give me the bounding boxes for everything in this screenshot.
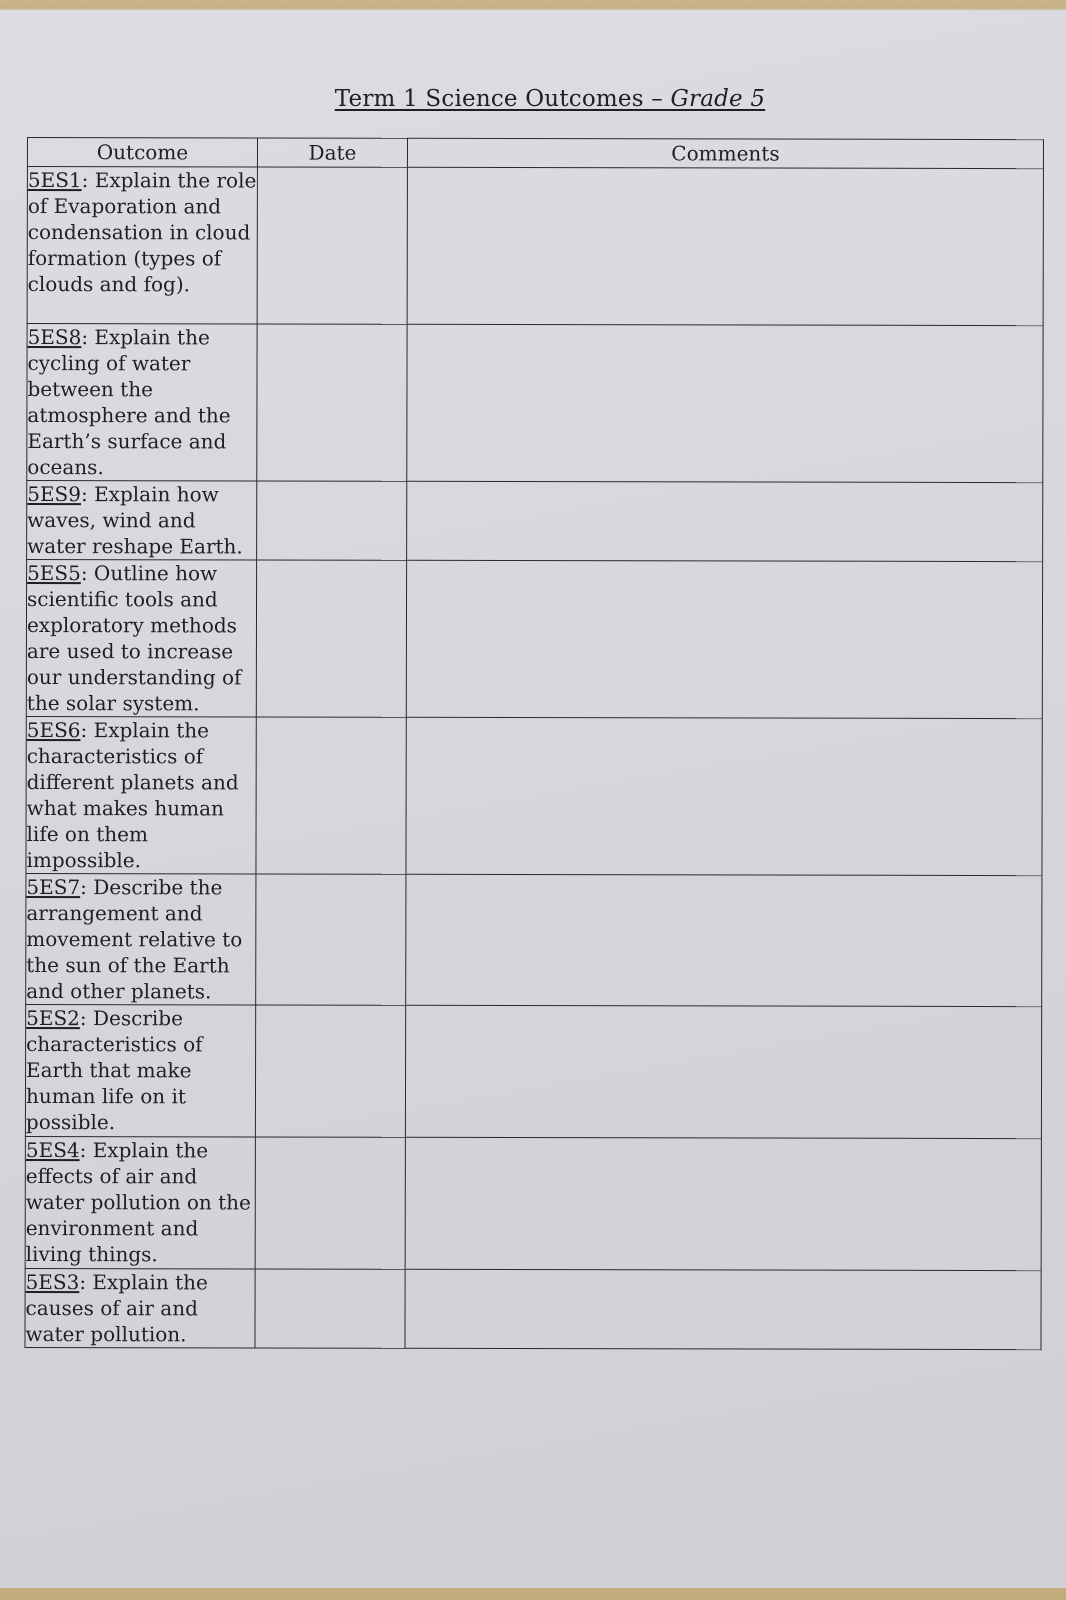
- outcome-text: : Explain the causes of air and water pollution.: [25, 1270, 208, 1347]
- outcome-text: : Outline how scientific tools and exploratory methods are used to increase our understanding of the solar system.: [26, 561, 242, 716]
- outcome-cell: [26, 560, 256, 717]
- outcome-text: : Explain the cycling of water between the atmosphere and the Earth’s surface and oceans.: [27, 325, 231, 480]
- outcome-code: 5ES9: [27, 482, 82, 507]
- outcome-cell: [26, 716, 256, 873]
- comments-cell: [406, 560, 1042, 718]
- outcome-text: : Describe characteristics of Earth that make human life on it possible.: [25, 1006, 203, 1135]
- outcome-cell: [25, 1004, 255, 1136]
- paper-sheet: [0, 10, 1066, 1588]
- table-row: [27, 481, 1043, 562]
- comments-cell: [407, 324, 1043, 482]
- table-row: [26, 716, 1042, 875]
- comments-cell: [407, 481, 1043, 561]
- outcome-cell: [25, 1136, 255, 1268]
- date-cell: [257, 481, 407, 560]
- comments-cell: [405, 1269, 1041, 1349]
- table-row: [27, 167, 1043, 326]
- outcome-cell: [27, 481, 257, 560]
- comments-cell: [406, 874, 1042, 1006]
- date-cell: [255, 1137, 405, 1269]
- outcome-code: 5ES4: [25, 1137, 80, 1163]
- header-comments: Comments: [407, 138, 1043, 168]
- comments-cell: [407, 167, 1043, 325]
- outcome-cell: [27, 167, 257, 324]
- table-row: [27, 324, 1043, 483]
- date-cell: [256, 560, 406, 717]
- date-cell: [255, 1005, 405, 1137]
- desk-surface: [0, 1588, 1066, 1600]
- outcome-code: 5ES1: [27, 168, 82, 193]
- date-cell: [256, 874, 406, 1005]
- table-row: [26, 560, 1042, 719]
- table-row: [25, 1136, 1041, 1270]
- outcome-code: 5ES3: [25, 1269, 80, 1295]
- title-main: Term 1 Science Outcomes –: [334, 86, 671, 112]
- table-row: [25, 1004, 1041, 1138]
- table-row: [26, 873, 1042, 1006]
- outcome-text: : Explain the role of Evaporation and condensation in cloud formation (types of clouds and fog).: [27, 168, 257, 297]
- comments-cell: [405, 1005, 1041, 1138]
- outcome-text: : Explain how waves, wind and water reshape Earth.: [27, 482, 243, 559]
- comments-cell: [405, 1137, 1041, 1270]
- date-cell: [255, 1269, 405, 1348]
- outcome-code: 5ES8: [27, 325, 82, 350]
- outcome-code: 5ES6: [26, 718, 81, 743]
- title-grade: Grade 5: [670, 86, 766, 112]
- header-date: Date: [257, 138, 407, 167]
- table-row: [25, 1268, 1041, 1349]
- outcome-text: : Describe the arrangement and movement relative to the sun of the Earth and other planets.: [26, 875, 243, 1004]
- outcome-cell: [25, 1268, 255, 1347]
- header-outcome: Outcome: [27, 138, 257, 167]
- date-cell: [257, 167, 407, 324]
- outcome-text: : Explain the characteristics of different planets and what makes human life on them impossible.: [26, 718, 239, 873]
- outcome-code: 5ES5: [27, 561, 81, 586]
- outcome-cell: [26, 873, 256, 1004]
- date-cell: [256, 717, 406, 874]
- outcomes-table: [24, 137, 1044, 1350]
- outcome-cell: [27, 324, 257, 481]
- page-title: [0, 86, 1066, 112]
- outcome-text: : Explain the effects of air and water pollution on the environment and living things.: [25, 1138, 251, 1267]
- date-cell: [257, 324, 407, 481]
- outcome-code: 5ES2: [26, 1006, 80, 1031]
- comments-cell: [406, 717, 1042, 875]
- outcome-code: 5ES7: [26, 875, 81, 900]
- header-row: [27, 138, 1043, 169]
